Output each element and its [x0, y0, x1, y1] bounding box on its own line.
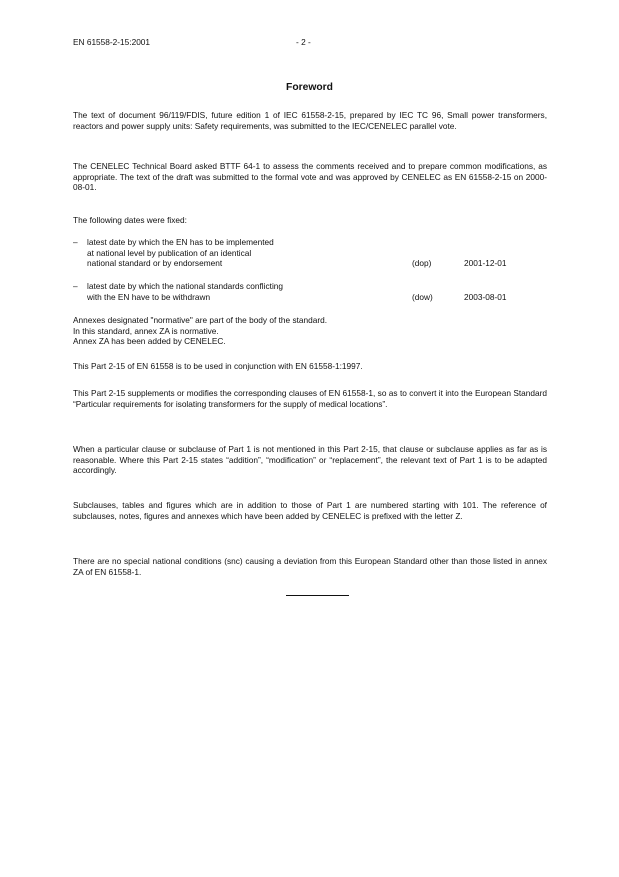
page-title: Foreword — [286, 82, 333, 93]
date-code: (dop) — [412, 258, 432, 268]
paragraph: This Part 2-15 of EN 61558 is to be used in conjunction with EN 61558-1:1997. — [73, 361, 363, 371]
paragraph: This Part 2-15 supplements or modifies the corresponding clauses of EN 61558-1, so as to convert it into the European Standard “Particular requirements for isolating transformers for the supply of medical locations”. — [73, 388, 547, 409]
date-item-line: latest date by which the national standards conflicting — [87, 281, 284, 291]
paragraph: Subclauses, tables and figures which are in addition to those of Part 1 are numbered starting with 101. The reference of subclauses, notes, figures and annexes which have been added by CENELEC is prefixed with the letter Z. — [73, 500, 547, 521]
annex-line: Annex ZA has been added by CENELEC. — [73, 336, 226, 347]
date-item-line: latest date by which the EN has to be implemented — [87, 237, 274, 247]
date-value: 2001-12-01 — [464, 258, 507, 268]
date-value: 2003-08-01 — [464, 292, 507, 302]
annex-line: In this standard, annex ZA is normative. — [73, 325, 219, 336]
paragraph: The CENELEC Technical Board asked BTTF 64-1 to assess the comments received and to prepare common modifications, as appropriate. The text of the draft was submitted to the formal vote and was approved by CENELEC as EN 61558-2-15 on 2000-08-01. — [73, 161, 547, 193]
page-number: - 2 - — [296, 37, 311, 47]
paragraph: When a particular clause or subclause of Part 1 is not mentioned in this Part 2-15, that clause or subclause applies as far as is reasonable. Where this Part 2-15 states “addition”, “modification” or “replacement”, the relevant text of Part 1 is to be adapted accordingly. — [73, 444, 547, 476]
paragraph: The following dates were fixed: — [73, 215, 187, 225]
dash: – — [73, 237, 78, 247]
date-item-line: national standard or by endorsement — [87, 258, 223, 269]
end-rule — [286, 595, 349, 596]
doc-id: EN 61558-2-15:2001 — [73, 37, 151, 47]
annex-note — [73, 315, 547, 347]
date-item-line: at national level by publication of an identical — [87, 247, 252, 258]
dash: – — [73, 281, 78, 291]
paragraph: There are no special national conditions (snc) causing a deviation from this European Standard other than those listed in annex ZA of EN 61558-1. — [73, 556, 547, 577]
date-item-line: with the EN have to be withdrawn — [87, 291, 211, 302]
date-code: (dow) — [412, 292, 433, 302]
annex-line: Annexes designated "normative" are part of the body of the standard. — [73, 315, 328, 325]
paragraph: The text of document 96/119/FDIS, future edition 1 of IEC 61558-2-15, prepared by IEC TC 96, Small power transformers, reactors and power supply units: Safety requirements, was submitted to the IEC/CENELEC parallel vote. — [73, 110, 547, 131]
